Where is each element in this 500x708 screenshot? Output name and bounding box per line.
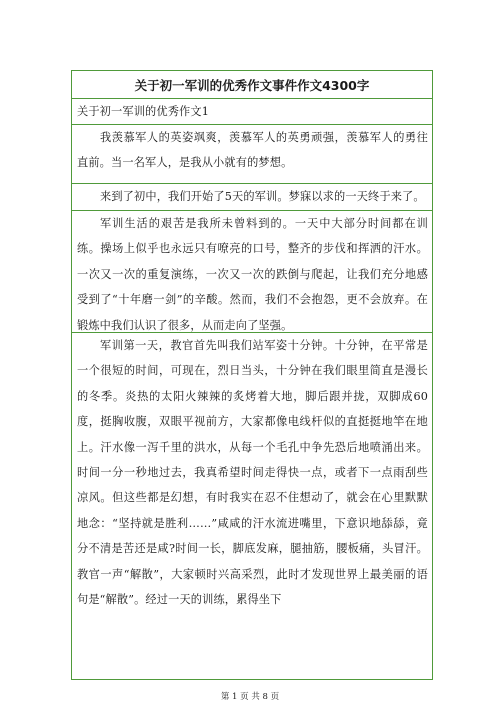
paragraph-arrival: 来到了初中，我们开始了5天的军训。梦寐以求的一天终于来了。 xyxy=(72,184,432,211)
document-subtitle: 关于初一军训的优秀作文1 xyxy=(72,99,432,125)
paragraph-hardship: 军训生活的艰苦是我所未曾料到的。一天中大部分时间都在训练。操场上似乎也永远只有嘹亮的口号，整齐的步伐和挥洒的汗水。一次又一次的重复演练，一次又一次的跌倒与爬起，让我们充分地感受到了“十年磨一剑”的辛酸。然而，我们不会抱怨，更不会放弃。在锻炼中我们认识了很多，从而走向了坚强。 xyxy=(72,211,432,333)
paragraph-dream: 我羡慕军人的英姿飒爽，羡慕军人的英勇顽强，羡慕军人的勇往直前。当一名军人，是我从小就有的梦想。 xyxy=(72,125,432,184)
page-footer: 第 1 页 共 8 页 xyxy=(220,692,280,702)
document-table xyxy=(71,70,433,680)
paragraph-first-day: 军训第一天，教官首先叫我们站军姿十分钟。十分钟，在平常是一个很短的时间，可现在，烈日当头，十分钟在我们眼里简直是漫长的冬季。炎热的太阳火辣辣的炙烤着大地，脚后跟并拢，双脚成60度，挺胸收腹，双眼平视前方，大家都像电线杆似的直挺挺地竿在地上。汗水像一泻千里的洪水，从每一个毛孔中争先恐后地喷涌出来。时间一分一秒地过去，我真希望时间走得快一点，或者下一点雨刮些凉风。但这些都是幻想，有时我实在忍不住想动了，就会在心里默默地念：“坚持就是胜利……”咸咸的汗水流进嘴里，下意识地舔舔，竟分不清是苦还是咸?时间一长，脚底发麻，腿抽筋，腰板痛，头冒汗。教官一声“解散”，大家顿时兴高采烈，此时才发现世界上最美丽的语句是“解散”。经过一天的训练，累得坐下 xyxy=(77,339,428,607)
document-title: 关于初一军训的优秀作文事件作文4300字 xyxy=(72,71,432,99)
